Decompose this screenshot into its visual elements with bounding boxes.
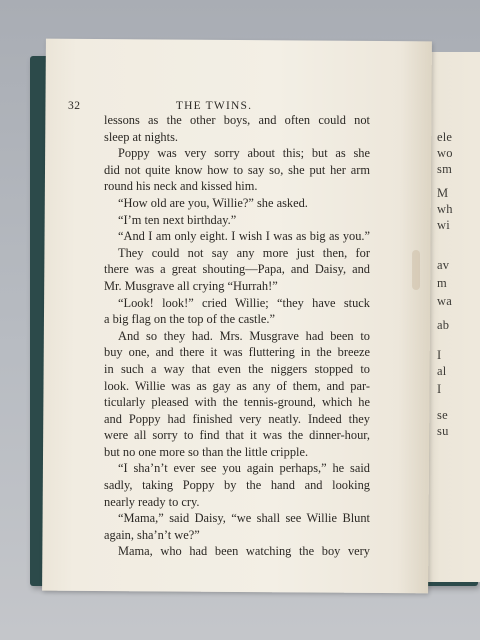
facing-page-fragment: ab	[437, 318, 450, 332]
text-line: sleep at nights.	[104, 129, 178, 144]
text-line: lessons as the other boys, and often could not	[104, 113, 370, 127]
page-text	[104, 112, 370, 560]
text-line: “How old are you, Willie?” she asked.	[118, 195, 308, 210]
text-line: did not quite know how to say so, she put her arm	[104, 162, 370, 177]
facing-page-fragment: av	[437, 258, 450, 272]
text-line: a big flag on the top of the castle.”	[104, 312, 276, 327]
facing-page-fragment: al	[437, 364, 447, 378]
text-line: look. Willie was as gay as any of them, and par-	[104, 378, 370, 393]
text-line: ticularly pleased with the tennis-ground, which he	[104, 395, 370, 410]
text-line: there was a great shouting—Papa, and Daisy, and	[104, 262, 370, 277]
facing-page-fragment: ele	[437, 130, 453, 144]
text-line: and Poppy had finished very neatly. Indeed they	[104, 411, 370, 426]
facing-page-fragment: m	[437, 276, 447, 290]
facing-page-fragment: wo	[437, 146, 453, 160]
text-line: Mr. Musgrave all crying “Hurrah!”	[104, 278, 278, 293]
facing-page-fragment: sm	[437, 162, 452, 176]
text-line: but no one more so than the little cripple.	[104, 444, 309, 459]
page-number: 32	[68, 100, 81, 112]
text-line: And so they had. Mrs. Musgrave had been to	[118, 328, 370, 343]
facing-page-fragment: I	[437, 348, 442, 362]
text-line: sadly, taking Poppy by the hand and looking	[104, 478, 370, 493]
facing-page-fragment: M	[437, 186, 449, 200]
text-line: again, sha’n’t we?”	[104, 527, 200, 542]
facing-page-fragment: wh	[437, 202, 453, 216]
text-line: in such a way that even the niggers stopped to	[104, 361, 370, 376]
text-line: They could not say any more just then, for	[118, 245, 370, 260]
text-line: “Mama,” said Daisy, “we shall see Willie Blunt	[118, 511, 370, 526]
text-line: “Look! look!” cried Willie; “they have stuck	[118, 295, 370, 310]
text-line: “I sha’n’t ever see you again perhaps,” he said	[118, 461, 370, 476]
text-line: “I’m ten next birthday.”	[118, 212, 237, 227]
facing-page-fragment: se	[437, 408, 448, 422]
text-line: nearly ready to cry.	[104, 494, 200, 509]
text-line: round his neck and kissed him.	[104, 179, 258, 194]
running-title: THE TWINS.	[175, 100, 253, 112]
facing-page-fragment: su	[437, 424, 449, 438]
facing-page-fragment: wi	[437, 218, 450, 232]
text-line: Poppy was very sorry about this; but as she	[118, 146, 370, 161]
text-line: “And I am only eight. I wish I was as big as you.”	[118, 229, 370, 244]
facing-page-fragment: wa	[437, 294, 452, 308]
text-line: Mama, who had been watching the boy very	[118, 544, 370, 559]
text-line: were all sorry to find that it was the dinner-hour,	[104, 428, 370, 443]
page-stain	[412, 250, 420, 290]
facing-page-fragment: I	[437, 382, 442, 396]
text-line: buy one, and there it was fluttering in the breeze	[104, 345, 370, 360]
